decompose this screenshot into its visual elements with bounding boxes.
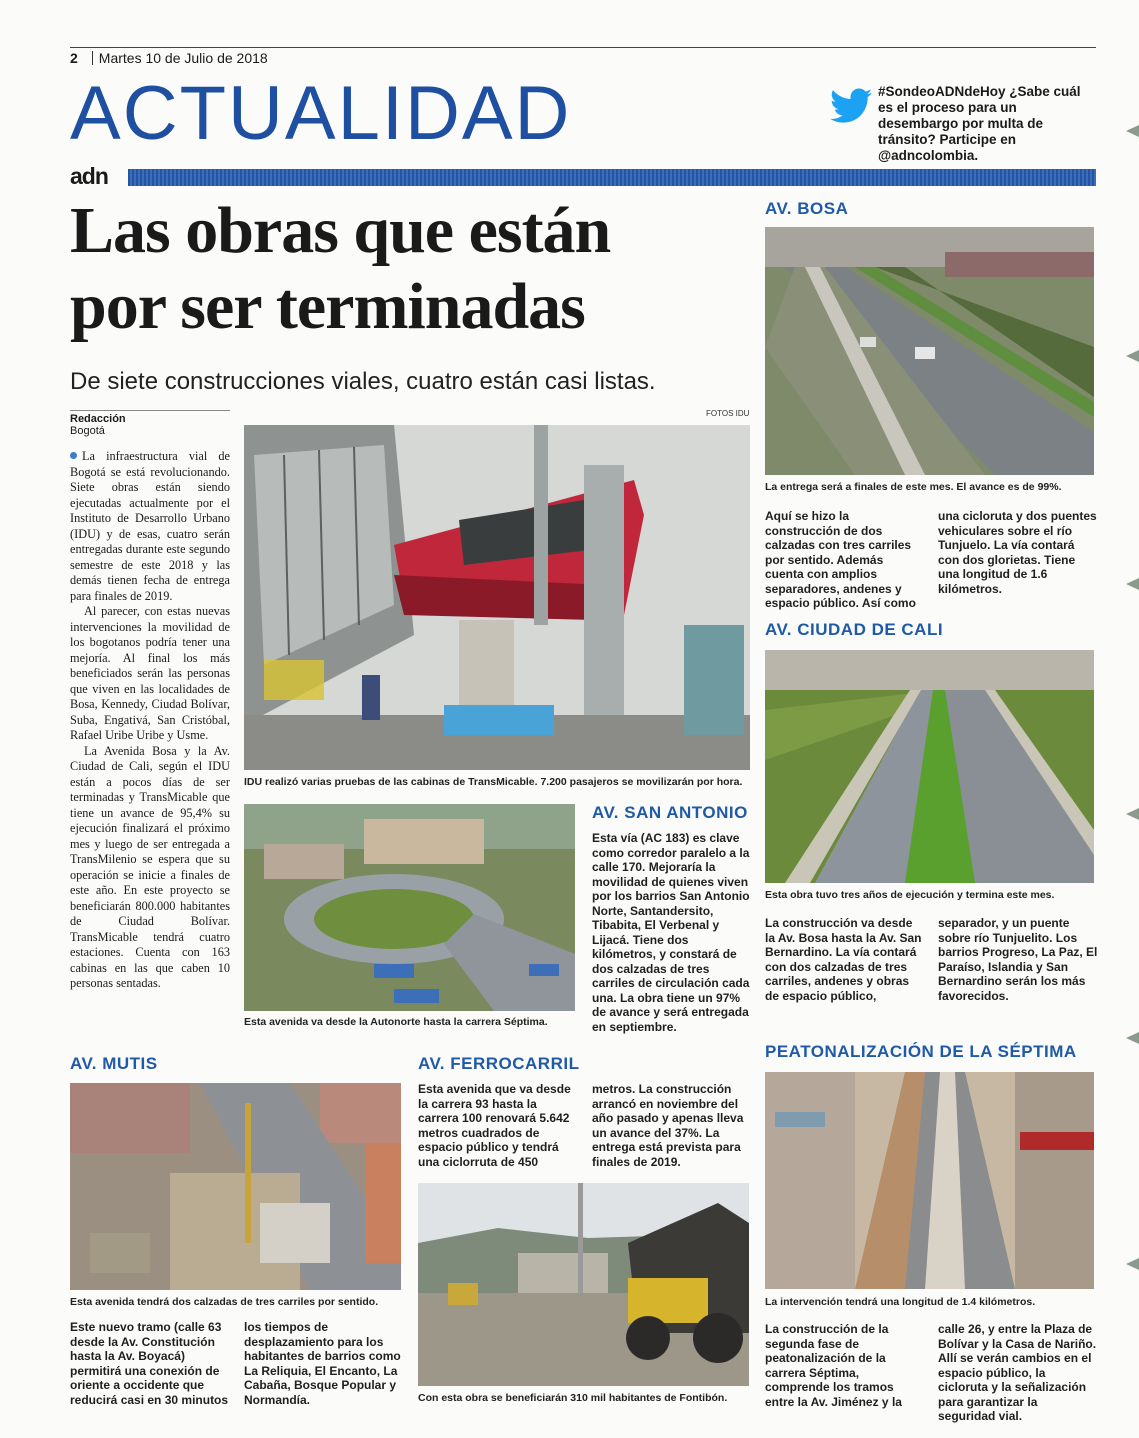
edge-marker-icon [1126,578,1139,590]
septima-text-col-2: calle 26, y entre la Plaza de Bolívar y la Casa de Nariño. Allí se verán cambios en el espacio público, la cicloruta y la señalización para garantizar la seguridad vial. [938,1322,1097,1423]
byline-author: Redacción [70,413,126,425]
ferrocarril-text-col-1: Esta avenida que va desde la carrera 93 hasta la carrera 100 renovará 5.642 metros cuadrados de espacio público y tendrá una ciclorruta de 450 [418,1082,571,1169]
adn-logo: adn [70,163,108,189]
section-title-ferrocarril: AV. FERROCARRIL [418,1054,580,1073]
mutis-text-col-2: los tiempos de desplazamiento para los habitantes de barrios como La Reliquia, El Encanto, La Cabaña, Bosque Popular y Normandía. [244,1320,401,1407]
bosa-caption: La entrega será a finales de este mes. El avance es de 99%. [765,481,1062,493]
san-antonio-photo [244,804,575,1011]
twitter-hashtag[interactable]: #SondeoADNdeHoy [878,84,1006,99]
byline [70,410,230,437]
bullet-dot-icon [70,452,77,459]
section-title-bosa: AV. BOSA [765,199,849,218]
photo-credit: FOTOS IDU [706,409,750,418]
bosa-photo [765,227,1094,475]
paragraph: La infraestructura vial de Bogotá se está revolucionando. Siete obras están siendo ejecutadas actualmente por el Instituto de Desarrollo Urbano (IDU) y de esas, cuatro serán entregadas durante este segundo semestre de este 2018 y las demás tienen fecha de entrega para finales de 2019. [70,449,230,603]
page-number: 2 [70,50,78,66]
twitter-bird-icon [830,88,872,124]
cali-photo [765,650,1094,883]
septima-caption: La intervención tendrá una longitud de 1.4 kilómetros. [765,1296,1036,1308]
edge-marker-icon [1126,1258,1139,1270]
brand-bar [128,169,1096,186]
bosa-text-col-2: una cicloruta y dos puentes vehiculares sobre el río Tunjuelo. La vía contará con dos glorietas. Tiene una longitud de 1.6 kilómetros. [938,509,1097,596]
twitter-poll-text [878,84,1098,164]
page-header [70,50,268,66]
headline-line-2: por ser terminadas [70,270,585,343]
bosa-text-col-1: Aquí se hizo la construcción de dos calzadas con tres carriles por sentido. Además cuenta con amplios separadores, andenes y espacio público. Así como [765,509,916,610]
san-antonio-caption: Esta avenida va desde la Autonorte hasta la carrera Séptima. [244,1016,548,1028]
mutis-caption: Esta avenida tendrá dos calzadas de tres carriles por sentido. [70,1296,379,1308]
main-photo-caption: IDU realizó varias pruebas de las cabinas de TransMicable. 7.200 pasajeros se movilizarán por hora. [244,776,743,788]
section-title-septima: PEATONALIZACIÓN DE LA SÉPTIMA [765,1042,1077,1061]
section-title-cali: AV. CIUDAD DE CALI [765,620,944,639]
san-antonio-text: Esta vía (AC 183) es clave como corredor paralelo a la calle 170. Mejoraría la movilidad de quienes viven por los barrios San Antonio Norte, Santandersito, Tibabita, El Verbenal y Lijacá. Tiene dos kilómetros, y constará de dos calzadas de tres carriles de circulación cada una. La obra tiene un 97% de avance y será entregada en septiembre. [592,831,750,1034]
edge-marker-icon [1126,350,1139,362]
header-divider [92,51,93,65]
ferrocarril-text-col-2: metros. La construcción arrancó en noviembre del año pasado y apenas lleva un avance del 37%. La entrega está prevista para finales de 2019. [592,1082,744,1169]
mutis-photo [70,1083,401,1290]
ferrocarril-caption: Con esta obra se beneficiarán 310 mil habitantes de Fontibón. [418,1392,728,1404]
mutis-text-col-1: Este nuevo tramo (calle 63 desde la Av. Constitución hasta la Av. Boyacá) permitirá una conexión de oriente a occidente que reducirá casi en 30 minutos [70,1320,229,1407]
headline-line-1: Las obras que están [70,194,611,267]
paragraph: La Avenida Bosa y la Av. Ciudad de Cali, según el IDU están a pocos días de ser terminadas y TransMicable que tiene un avance de 95,4% su ejecución finalizará el próximo mes y luego de ser entregada a TransMilenio se espera que su operación se inicie a finales de este año. En este proyecto se beneficiarán 800.000 habitantes de Ciudad Bolívar. TransMicable tendrá cuatro estaciones. Cuenta con 163 cabinas en las que caben 10 personas sentadas. [70,743,230,990]
septima-text-col-1: La construcción de la segunda fase de peatonalización de la carrera Séptima, comprende los tramos entre la Av. Jiménez y la [765,1322,902,1409]
paragraph: Al parecer, con estas nuevas intervenciones la movilidad de los bogotanos podría tener una mejoría. Al final los más beneficiados serán las personas que viven en las localidades de Bosa, Kennedy, Ciudad Bolívar, Suba, Engativá, San Cristóbal, Rafael Uribe Uribe y Usme. [70,604,230,742]
section-title: ACTUALIDAD [70,71,572,156]
headline [70,193,760,345]
header-rule [70,47,1096,48]
byline-city: Bogotá [70,425,105,437]
edge-marker-icon [1126,125,1139,137]
ferrocarril-photo [418,1183,749,1386]
section-title-mutis: AV. MUTIS [70,1054,158,1073]
edge-marker-icon [1126,1032,1139,1044]
section-title-san-antonio: AV. SAN ANTONIO [592,803,748,822]
septima-photo [765,1072,1094,1289]
subheadline: De siete construcciones viales, cuatro están casi listas. [70,368,656,395]
transmicable-photo [244,425,750,770]
issue-date: Martes 10 de Julio de 2018 [98,50,268,66]
article-body [70,449,230,992]
twitter-question: ¿Sabe cuál es el proceso para un desembargo por multa de tránsito? Participe en @adncolombia. [878,84,1081,163]
cali-text-col-1: La construcción va desde la Av. Bosa hasta la Av. San Bernardino. La vía contará con dos calzadas de tres carriles, andenes y obras de espacio público, [765,916,922,1003]
cali-text-col-2: separador, y un puente sobre río Tunjuelito. Los barrios Progreso, La Paz, El Paraíso, Islandia y San Bernardino serán los más favorecidos. [938,916,1098,1003]
edge-marker-icon [1126,808,1139,820]
cali-caption: Esta obra tuvo tres años de ejecución y termina este mes. [765,889,1055,901]
